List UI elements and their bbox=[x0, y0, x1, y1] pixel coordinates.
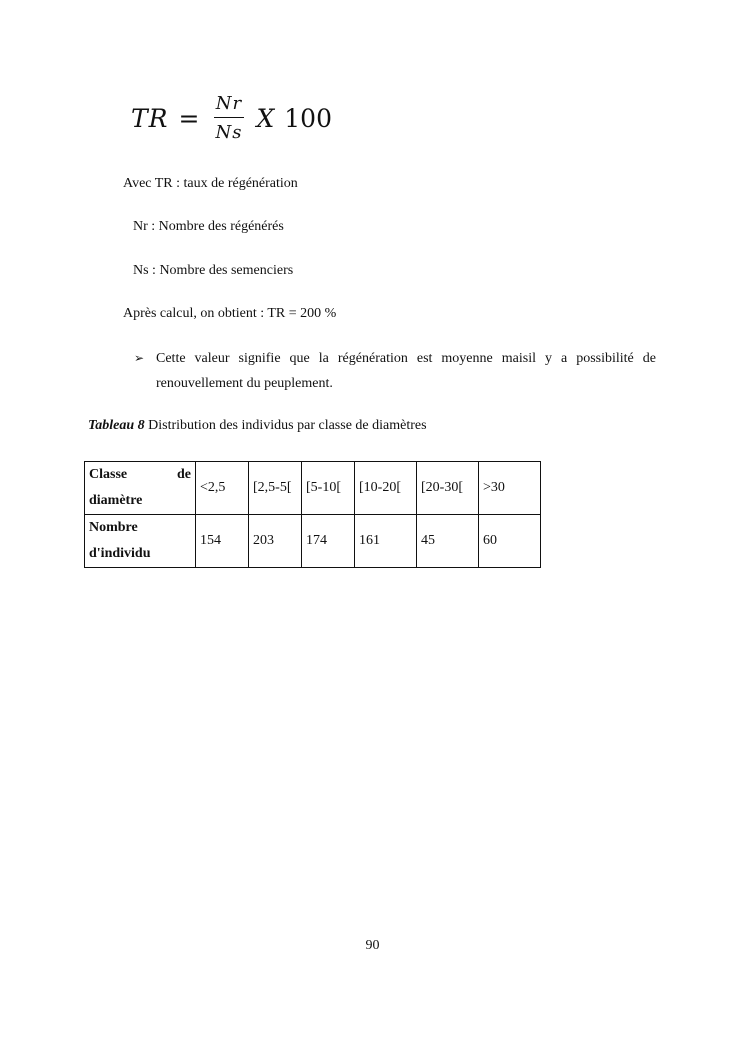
table-cell: [10-20[ bbox=[355, 462, 417, 515]
table-cell: 203 bbox=[249, 515, 302, 568]
formula-fraction bbox=[213, 92, 244, 143]
table-caption bbox=[88, 417, 427, 435]
arrow-bullet-icon: ➢ bbox=[134, 351, 145, 365]
formula-denominator: Ns bbox=[215, 121, 243, 143]
table-caption-label: Tableau 8 bbox=[88, 418, 145, 433]
row-header-text: d'individu bbox=[89, 546, 151, 561]
row-header-text: de bbox=[177, 467, 191, 482]
table-cell: 174 bbox=[302, 515, 355, 568]
table-cell: 60 bbox=[479, 515, 541, 568]
table-cell: [2,5-5[ bbox=[249, 462, 302, 515]
formula-operator: X bbox=[256, 103, 275, 133]
table-caption-text: Distribution des individus par classe de diamètres bbox=[144, 418, 427, 433]
formula-factor: 100 bbox=[284, 103, 332, 133]
diameter-distribution-table bbox=[84, 461, 541, 568]
definition-nr: Nr : Nombre des régénérés bbox=[133, 219, 284, 234]
table-cell: 154 bbox=[196, 515, 249, 568]
row-header-text: diamètre bbox=[89, 493, 143, 508]
table-cell: 45 bbox=[417, 515, 479, 568]
formula-lhs: TR bbox=[131, 103, 169, 133]
bullet-text: Cette valeur signifie que la régénération est moyenne maisil y a possibilité de renouvellement du peuplement. bbox=[156, 351, 656, 391]
table-cell: <2,5 bbox=[196, 462, 249, 515]
formula-numerator: Nr bbox=[214, 95, 244, 118]
row-header-text: Nombre bbox=[89, 520, 138, 535]
definition-ns: Ns : Nombre des semenciers bbox=[133, 263, 294, 278]
row-header-count bbox=[85, 515, 196, 568]
table-row bbox=[85, 515, 541, 568]
table-cell: [20-30[ bbox=[417, 462, 479, 515]
row-header-diameter bbox=[85, 462, 196, 515]
row-header-text: Classe bbox=[89, 467, 128, 482]
table-cell: [5-10[ bbox=[302, 462, 355, 515]
table-row bbox=[85, 462, 541, 515]
regeneration-rate-formula bbox=[131, 88, 332, 148]
bullet-point bbox=[134, 346, 656, 396]
definition-intro: Avec TR : taux de régénération bbox=[123, 176, 298, 191]
table-cell: >30 bbox=[479, 462, 541, 515]
page-number: 90 bbox=[365, 938, 380, 953]
formula-equals: = bbox=[178, 103, 200, 133]
table-cell: 161 bbox=[355, 515, 417, 568]
result-statement: Après calcul, on obtient : TR = 200 % bbox=[123, 306, 337, 321]
